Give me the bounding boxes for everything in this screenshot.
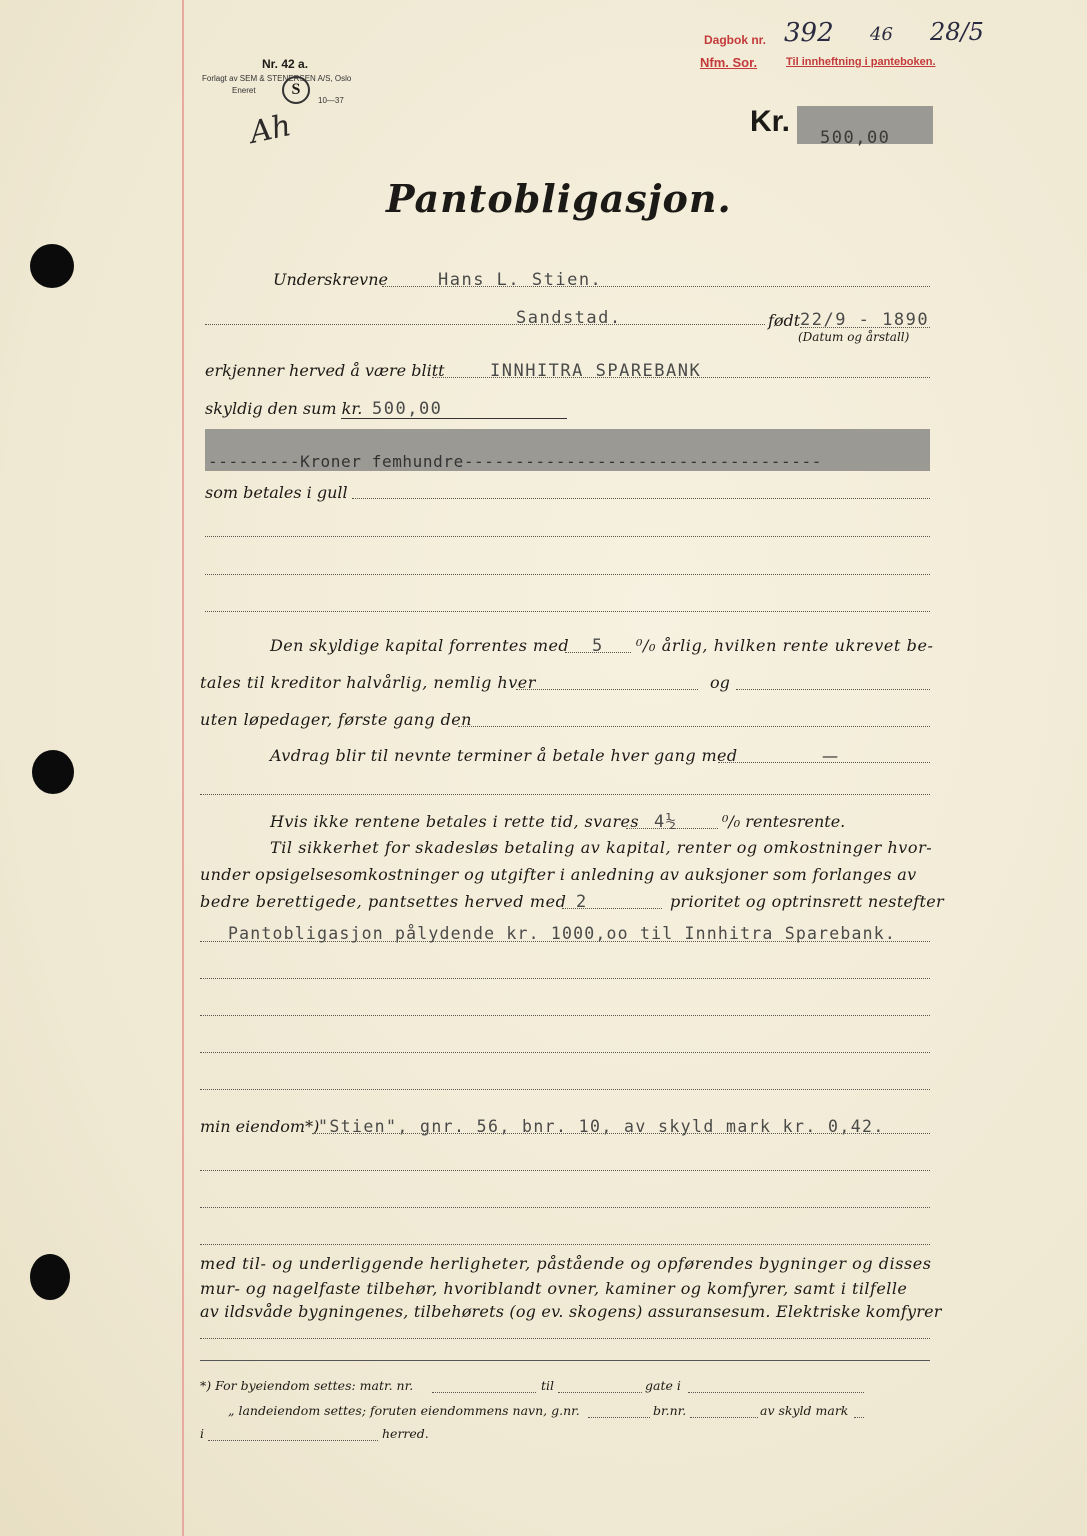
security-line4-b: prioritet og optrinsrett nestefter	[670, 892, 944, 911]
form-number: Nr. 42 a.	[262, 57, 309, 71]
amount-value: 500,00	[820, 128, 891, 148]
interest-line3: uten løpedager, første gang den	[200, 710, 472, 729]
interest-rate: 5	[592, 636, 604, 656]
kroner-text: ---------Kroner femhundre-----------------------------------	[208, 452, 822, 471]
penalty-line-b: ⁰/₀ rentesrente.	[722, 812, 846, 831]
interest-line1-b: ⁰/₀ årlig, hvilken rente ukrevet be-	[636, 636, 934, 655]
publisher-line: Forlagt av SEM & STENERSEN A/S, Oslo	[202, 74, 352, 83]
property-label: min eiendom*)	[200, 1117, 320, 1136]
footnote-line3-b: herred.	[382, 1426, 429, 1441]
stamp-instruction: Til innheftning i panteboken.	[786, 56, 936, 68]
footnote-line2-b: br.nr.	[653, 1403, 687, 1418]
footnote-line1-c: gate i	[645, 1378, 681, 1393]
penalty-rate: 4½	[654, 812, 678, 832]
footnote-line1-a: *) For byeiendom settes: matr. nr.	[200, 1378, 414, 1393]
interest-line2-a: tales til kreditor halvårlig, nemlig hver	[200, 673, 536, 692]
gold-label: som betales i gull	[205, 483, 348, 502]
undersigned-name: Hans L. Stien.	[438, 270, 603, 290]
security-line3: under opsigelsesomkostninger og utgifter i anledning av auksjoner som forlanges av	[200, 865, 917, 884]
owe-label: skyldig den sum kr.	[205, 399, 363, 418]
stamp-dagbok-number: 392	[784, 18, 834, 48]
penalty-line-a: Hvis ikke rentene betales i rette tid, svares	[270, 812, 640, 831]
date-note: (Datum og årstall)	[798, 330, 910, 344]
interest-line1-a: Den skyldige kapital forrentes med	[270, 636, 569, 655]
residence-value: Sandstad.	[516, 308, 622, 328]
footnote-line2-c: av skyld mark	[760, 1403, 849, 1418]
creditor-value: INNHITRA SPAREBANK	[490, 361, 702, 381]
logo-letter: S	[291, 81, 301, 98]
amount-label: Kr.	[750, 105, 791, 138]
footnote-line1-b: til	[541, 1378, 555, 1393]
prior-loan: Pantobligasjon pålydende kr. 1000,oo til Innhitra Sparebank.	[228, 924, 897, 943]
installment-dash: —	[822, 746, 838, 765]
priority-value: 2	[576, 892, 588, 912]
punch-hole-top	[30, 244, 74, 288]
security-line4-a: bedre berettigede, pantsettes herved med	[200, 892, 567, 911]
clause-line3: av ildsvåde bygningenes, tilbehørets (og ev. skogens) assuransesum. Elektriske komfyrer	[200, 1302, 942, 1321]
clause-line1: med til- og underliggende herligheter, påstående og opførendes bygninger og disses	[200, 1254, 932, 1273]
born-label: født	[768, 311, 801, 330]
stamp-office-label: Nfm. Sor.	[700, 55, 758, 70]
stamp-dagbok-label: Dagbok nr.	[704, 33, 767, 47]
born-value: 22/9 - 1890	[800, 310, 930, 330]
edition-code: 10—37	[318, 96, 344, 105]
punch-hole-bottom	[30, 1254, 70, 1300]
property-value: "Stien", gnr. 56, bnr. 10, av skyld mark kr. 0,42.	[318, 1117, 885, 1136]
clause-line2: mur- og nagelfaste tilbehør, hvoriblandt ovner, kaminer og komfyrer, samt i tilfelle	[200, 1279, 908, 1298]
footnote-rule	[200, 1360, 930, 1361]
interest-line2-b: og	[710, 673, 730, 692]
punch-hole-middle	[32, 750, 74, 794]
owe-value: 500,00	[372, 399, 443, 419]
document-title: Pantobligasjon.	[386, 176, 732, 221]
footnote-line2-a: „ landeiendom settes; foruten eiendommens navn, g.nr.	[228, 1403, 580, 1418]
footnote-line3-a: i	[200, 1426, 204, 1441]
eneret-label: Eneret	[232, 86, 256, 95]
security-line2: Til sikkerhet for skadesløs betaling av kapital, renter og omkostninger hvor-	[270, 838, 933, 857]
publisher-logo	[282, 76, 310, 104]
stamp-year: 46	[870, 24, 893, 45]
installment-line: Avdrag blir til nevnte terminer å betale hver gang med	[270, 746, 738, 765]
acknowledge-label: erkjenner herved å være blitt	[205, 361, 445, 380]
stamp-date: 28/5	[930, 18, 984, 46]
undersigned-label: Underskrevne	[273, 270, 388, 289]
margin-line	[182, 0, 184, 1536]
handwritten-initials: Ah	[246, 108, 295, 151]
